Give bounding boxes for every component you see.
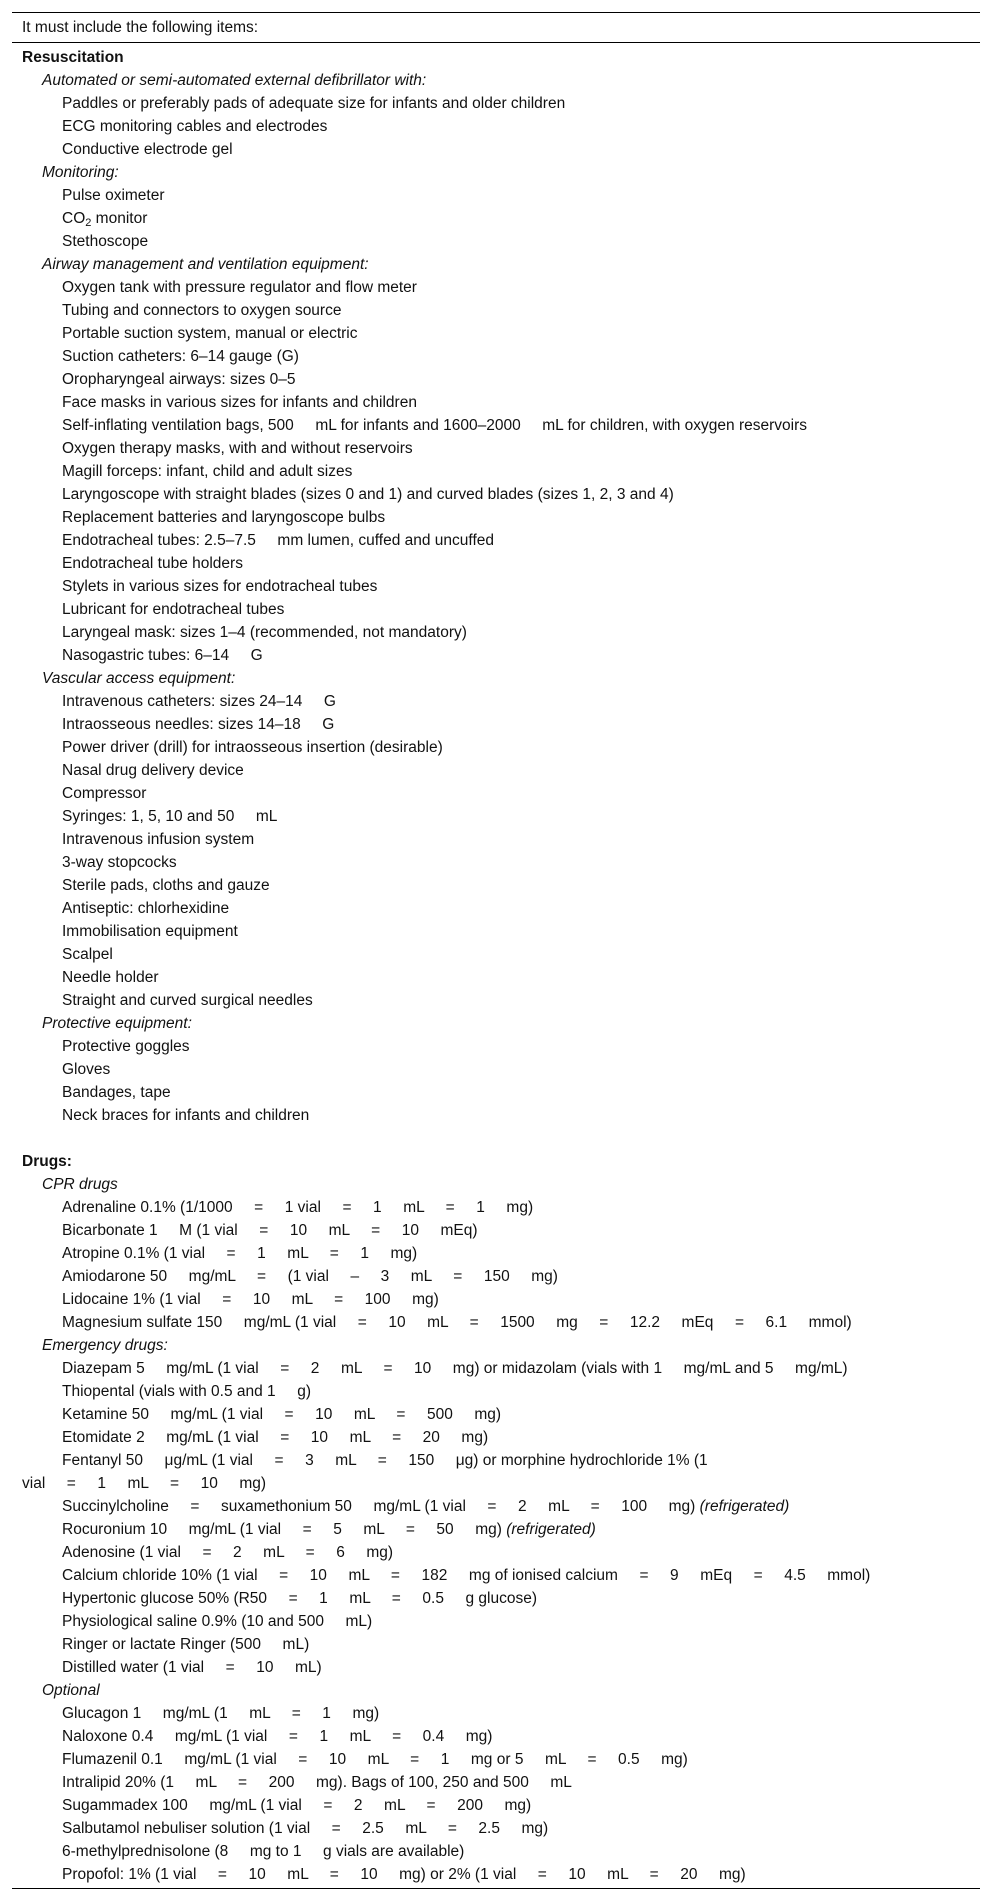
- list-item: ECG monitoring cables and electrodes: [62, 118, 328, 135]
- list-item: Flumazenil 0.1 mg/mL (1 vial = 10 mL = 1 mg or 5 mL = 0.5 mg): [62, 1751, 688, 1768]
- list-item: Stethoscope: [62, 233, 149, 250]
- list-item: Etomidate 2 mg/mL (1 vial = 10 mL = 20 mg): [62, 1429, 489, 1446]
- list-item: Sugammadex 100 mg/mL (1 vial = 2 mL = 200 mg): [62, 1797, 532, 1814]
- list-item: Bicarbonate 1 M (1 vial = 10 mL = 10 mEq): [62, 1222, 478, 1239]
- list-item: Tubing and connectors to oxygen source: [62, 302, 342, 319]
- list-item: Suction catheters: 6–14 gauge (G): [62, 348, 299, 365]
- list-item: Endotracheal tubes: 2.5–7.5 mm lumen, cuffed and uncuffed: [62, 532, 494, 549]
- list-item: Immobilisation equipment: [62, 923, 238, 940]
- list-item: Needle holder: [62, 969, 159, 986]
- section-heading: Drugs:: [22, 1153, 72, 1170]
- subsection-heading: Emergency drugs:: [42, 1337, 168, 1354]
- list-item: 6-methylprednisolone (8 mg to 1 g vials are available): [62, 1843, 465, 1860]
- list-item: Distilled water (1 vial = 10 mL): [62, 1659, 322, 1676]
- list-item: Rocuronium 10 mg/mL (1 vial = 5 mL = 50 mg) (refrigerated): [62, 1521, 596, 1538]
- list-item: $CO_2$ monitor: [62, 210, 148, 229]
- subsection-heading: Optional: [42, 1682, 100, 1699]
- list-item: Hypertonic glucose 50% (R50 = 1 mL = 0.5 g glucose): [62, 1590, 537, 1607]
- list-item: Paddles or preferably pads of adequate size for infants and older children: [62, 95, 566, 112]
- equipment-table: [12, 12, 980, 1889]
- list-item: Intravenous infusion system: [62, 831, 255, 848]
- list-item: Syringes: 1, 5, 10 and 50 mL: [62, 808, 278, 825]
- list-item: Endotracheal tube holders: [62, 555, 243, 572]
- spacer: [12, 1127, 980, 1150]
- table-header: It must include the following items:: [12, 13, 980, 43]
- list-item: Magnesium sulfate 150 mg/mL (1 vial = 10 mL = 1500 mg = 12.2 mEq = 6.1 mmol): [62, 1314, 852, 1331]
- subsection-heading: CPR drugs: [42, 1176, 118, 1193]
- list-item: Neck braces for infants and children: [62, 1107, 310, 1124]
- list-item: 3-way stopcocks: [62, 854, 177, 871]
- list-item: Nasal drug delivery device: [62, 762, 244, 779]
- list-item: Protective goggles: [62, 1038, 190, 1055]
- list-item: Lubricant for endotracheal tubes: [62, 601, 285, 618]
- subsection-heading: Monitoring:: [42, 164, 119, 181]
- table-body: [12, 43, 980, 1886]
- list-item: Diazepam 5 mg/mL (1 vial = 2 mL = 10 mg) or midazolam (vials with 1 mg/mL and 5 mg/mL): [62, 1360, 848, 1377]
- list-item: Atropine 0.1% (1 vial = 1 mL = 1 mg): [62, 1245, 418, 1262]
- list-item: Power driver (drill) for intraosseous insertion (desirable): [62, 739, 443, 756]
- list-item: Face masks in various sizes for infants and children: [62, 394, 417, 411]
- subsection-heading: Automated or semi-automated external defibrillator with:: [42, 72, 427, 89]
- list-item: Portable suction system, manual or electric: [62, 325, 358, 342]
- section-heading: Resuscitation: [22, 49, 124, 66]
- list-item: Adenosine (1 vial = 2 mL = 6 mg): [62, 1544, 394, 1561]
- list-item: Intralipid 20% (1 mL = 200 mg). Bags of 100, 250 and 500 mL: [62, 1774, 572, 1791]
- list-item: Oxygen tank with pressure regulator and flow meter: [62, 279, 417, 296]
- list-item: Naloxone 0.4 mg/mL (1 vial = 1 mL = 0.4 mg): [62, 1728, 493, 1745]
- list-item: Lidocaine 1% (1 vial = 10 mL = 100 mg): [62, 1291, 439, 1308]
- list-item: Conductive electrode gel: [62, 141, 233, 158]
- list-item: Succinylcholine = suxamethonium 50 mg/mL (1 vial = 2 mL = 100 mg) (refrigerated): [62, 1498, 790, 1515]
- list-item: Intravenous catheters: sizes 24–14 G: [62, 693, 336, 710]
- list-item: Fentanyl 50 μg/mL (1 vial = 3 mL = 150 μg) or morphine hydrochloride 1% (1: [62, 1452, 708, 1469]
- list-item: Self-inflating ventilation bags, 500 mL for infants and 1600–2000 mL for children, with oxygen reservoirs: [62, 417, 807, 434]
- list-item: Amiodarone 50 mg/mL = (1 vial – 3 mL = 150 mg): [62, 1268, 558, 1285]
- list-item: Ringer or lactate Ringer (500 mL): [62, 1636, 310, 1653]
- list-item: Glucagon 1 mg/mL (1 mL = 1 mg): [62, 1705, 380, 1722]
- list-item: Oropharyngeal airways: sizes 0–5: [62, 371, 296, 388]
- list-item: Adrenaline 0.1% (1/1000 = 1 vial = 1 mL = 1 mg): [62, 1199, 534, 1216]
- table-bottom-rule: [12, 1888, 980, 1889]
- list-item-continuation: vial = 1 mL = 10 mg): [22, 1475, 267, 1492]
- list-item: Sterile pads, cloths and gauze: [62, 877, 270, 894]
- list-item: Scalpel: [62, 946, 113, 963]
- list-item: Calcium chloride 10% (1 vial = 10 mL = 182 mg of ionised calcium = 9 mEq = 4.5 mmol): [62, 1567, 871, 1584]
- list-item: Stylets in various sizes for endotracheal tubes: [62, 578, 378, 595]
- list-item: Laryngeal mask: sizes 1–4 (recommended, not mandatory): [62, 624, 467, 641]
- subsection-heading: Protective equipment:: [42, 1015, 192, 1032]
- list-item: Gloves: [62, 1061, 111, 1078]
- list-item: Bandages, tape: [62, 1084, 171, 1101]
- list-item: Replacement batteries and laryngoscope bulbs: [62, 509, 386, 526]
- list-item: Pulse oximeter: [62, 187, 165, 204]
- list-item: Thiopental (vials with 0.5 and 1 g): [62, 1383, 311, 1400]
- list-item: Compressor: [62, 785, 147, 802]
- list-item: Propofol: 1% (1 vial = 10 mL = 10 mg) or 2% (1 vial = 10 mL = 20 mg): [62, 1866, 746, 1883]
- list-item: Straight and curved surgical needles: [62, 992, 313, 1009]
- list-item: Laryngoscope with straight blades (sizes 0 and 1) and curved blades (sizes 1, 2, 3 and 4): [62, 486, 674, 503]
- list-item: Antiseptic: chlorhexidine: [62, 900, 230, 917]
- list-item: Salbutamol nebuliser solution (1 vial = 2.5 mL = 2.5 mg): [62, 1820, 549, 1837]
- list-item: Physiological saline 0.9% (10 and 500 mL): [62, 1613, 373, 1630]
- list-item: Ketamine 50 mg/mL (1 vial = 10 mL = 500 mg): [62, 1406, 502, 1423]
- list-item: Nasogastric tubes: 6–14 G: [62, 647, 263, 664]
- subsection-heading: Airway management and ventilation equipment:: [42, 256, 369, 273]
- subsection-heading: Vascular access equipment:: [42, 670, 236, 687]
- list-item: Intraosseous needles: sizes 14–18 G: [62, 716, 335, 733]
- list-item: Oxygen therapy masks, with and without reservoirs: [62, 440, 413, 457]
- list-item: Magill forceps: infant, child and adult sizes: [62, 463, 353, 480]
